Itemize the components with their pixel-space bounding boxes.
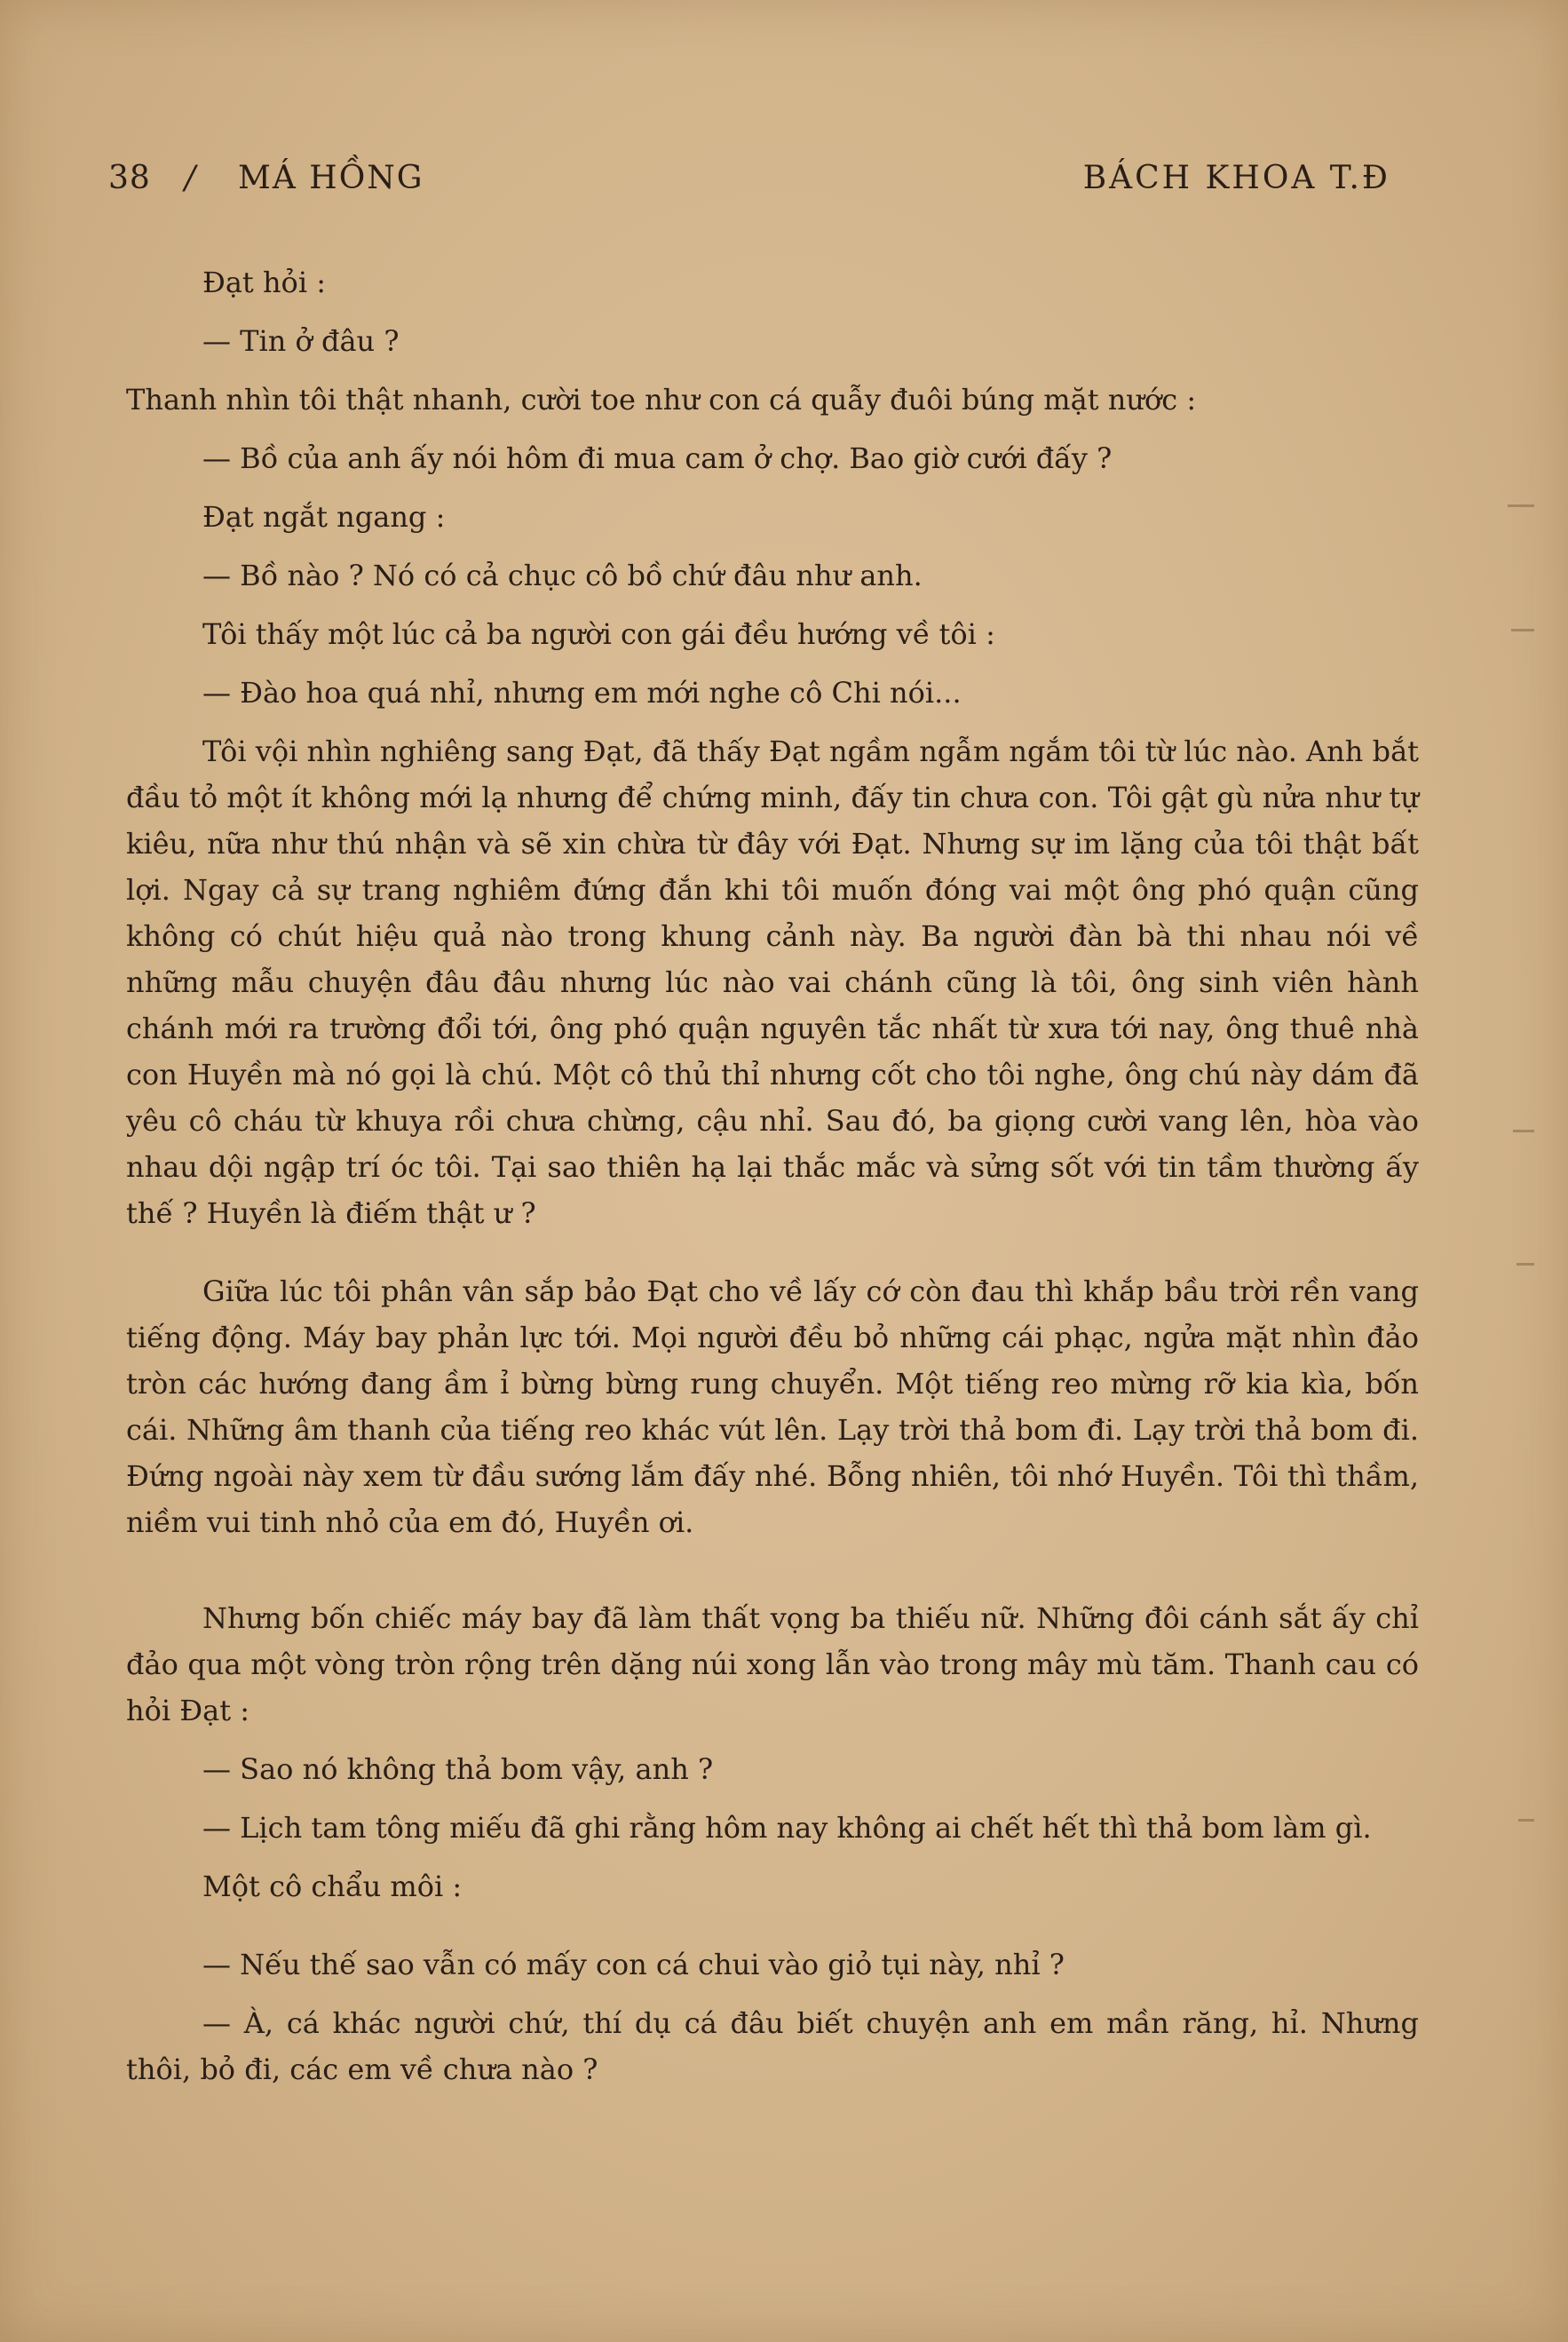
paragraph: Tôi vội nhìn nghiêng sang Đạt, đã thấy Đạt ngầm ngẫm ngắm tôi từ lúc nào. Anh bắt đầu tỏ một ít không mới lạ nhưng để chứng minh, đấy tin chưa con. Tôi gật gù nửa như tự kiêu, nữa như thú nhận và sẽ xin chừa từ đây với Đạt. Nhưng sự im lặng của tôi thật bất lợi. Ngay cả sự trang nghiêm đứng đắn khi tôi muốn đóng vai một ông phó quận cũng không có chút hiệu quả nào trong khung cảnh này. Ba người đàn bà thi nhau nói về những mẫu chuyện đâu đâu nhưng lúc nào vai chánh cũng là tôi, ông sinh viên hành chánh mới ra trường đổi tới, ông phó quận nguyên tắc nhất từ xưa tới nay, ông thuê nhà con Huyền mà nó gọi là chú. Một cô thủ thỉ nhưng cốt cho tôi nghe, ông chú này dám đã yêu cô cháu từ khuya rồi chưa chừng, cậu nhỉ. Sau đó, ba giọng cười vang lên, hòa vào nhau dội ngập trí óc tôi. Tại sao thiên hạ lại thắc mắc và sửng sốt với tin tầm thường ấy thế ? Huyền là điếm thật ư ?: [126, 734, 1419, 1230]
page-header: [108, 160, 1390, 206]
edge-mark: [1513, 1130, 1534, 1132]
edge-mark: [1508, 504, 1534, 507]
edge-mark: [1518, 1819, 1534, 1822]
paragraph: Giữa lúc tôi phân vân sắp bảo Đạt cho về lấy cớ còn đau thì khắp bầu trời rền vang tiếng động. Máy bay phản lực tới. Mọi người đều bỏ những cái phạc, ngửa mặt nhìn đảo tròn các hướng đang ầm ỉ bừng bừng rung chuyển. Một tiếng reo mừng rỡ kia kìa, bốn cái. Những âm thanh của tiếng reo khác vút lên. Lạy trời thả bom đi. Lạy trời thả bom đi. Đứng ngoài này xem từ đầu sướng lắm đấy nhé. Bỗng nhiên, tôi nhớ Huyền. Tôi thì thầm, niềm vui tinh nhỏ của em đó, Huyền ơi.: [126, 1274, 1419, 1539]
paragraph: Đạt ngắt ngang :: [202, 500, 446, 534]
edge-mark: [1511, 629, 1534, 631]
edge-mark: [1517, 1263, 1534, 1266]
page-body: [126, 259, 1419, 2092]
book-title: MÁ HỒNG: [238, 160, 424, 196]
paragraph: — Sao nó không thả bom vậy, anh ?: [202, 1752, 714, 1786]
header-separator: /: [185, 160, 197, 196]
publisher-name: BÁCH KHOA T.Đ: [1082, 160, 1390, 196]
paragraph: — Đào hoa quá nhỉ, nhưng em mới nghe cô Chi nói...: [202, 676, 962, 710]
paragraph: Đạt hỏi :: [202, 266, 326, 299]
paragraph: — Bồ của anh ấy nói hôm đi mua cam ở chợ. Bao giờ cưới đấy ?: [202, 441, 1113, 475]
paragraph: Thanh nhìn tôi thật nhanh, cười toe như con cá quẫy đuôi búng mặt nước :: [126, 383, 1197, 417]
page-number: 38: [108, 160, 151, 196]
paragraph: Một cô chẩu môi :: [202, 1870, 463, 1903]
paragraph: — Nếu thế sao vẫn có mấy con cá chui vào giỏ tụi này, nhỉ ?: [202, 1948, 1065, 1981]
paragraph: Tôi thấy một lúc cả ba người con gái đều hướng về tôi :: [202, 617, 995, 651]
paragraph: — Lịch tam tông miếu đã ghi rằng hôm nay không ai chết hết thì thả bom làm gì.: [202, 1811, 1372, 1845]
paragraph: — À, cá khác người chứ, thí dụ cá đâu biết chuyện anh em mần răng, hỉ. Nhưng thôi, bỏ đi, các em về chưa nào ?: [126, 2006, 1419, 2086]
paragraph: Nhưng bốn chiếc máy bay đã làm thất vọng ba thiếu nữ. Những đôi cánh sắt ấy chỉ đảo qua một vòng tròn rộng trên dặng núi xong lẫn vào trong mây mù tăm. Thanh cau có hỏi Đạt :: [126, 1601, 1419, 1727]
paragraph: — Bồ nào ? Nó có cả chục cô bồ chứ đâu như anh.: [202, 559, 923, 592]
paragraph: — Tin ở đâu ?: [202, 324, 400, 358]
